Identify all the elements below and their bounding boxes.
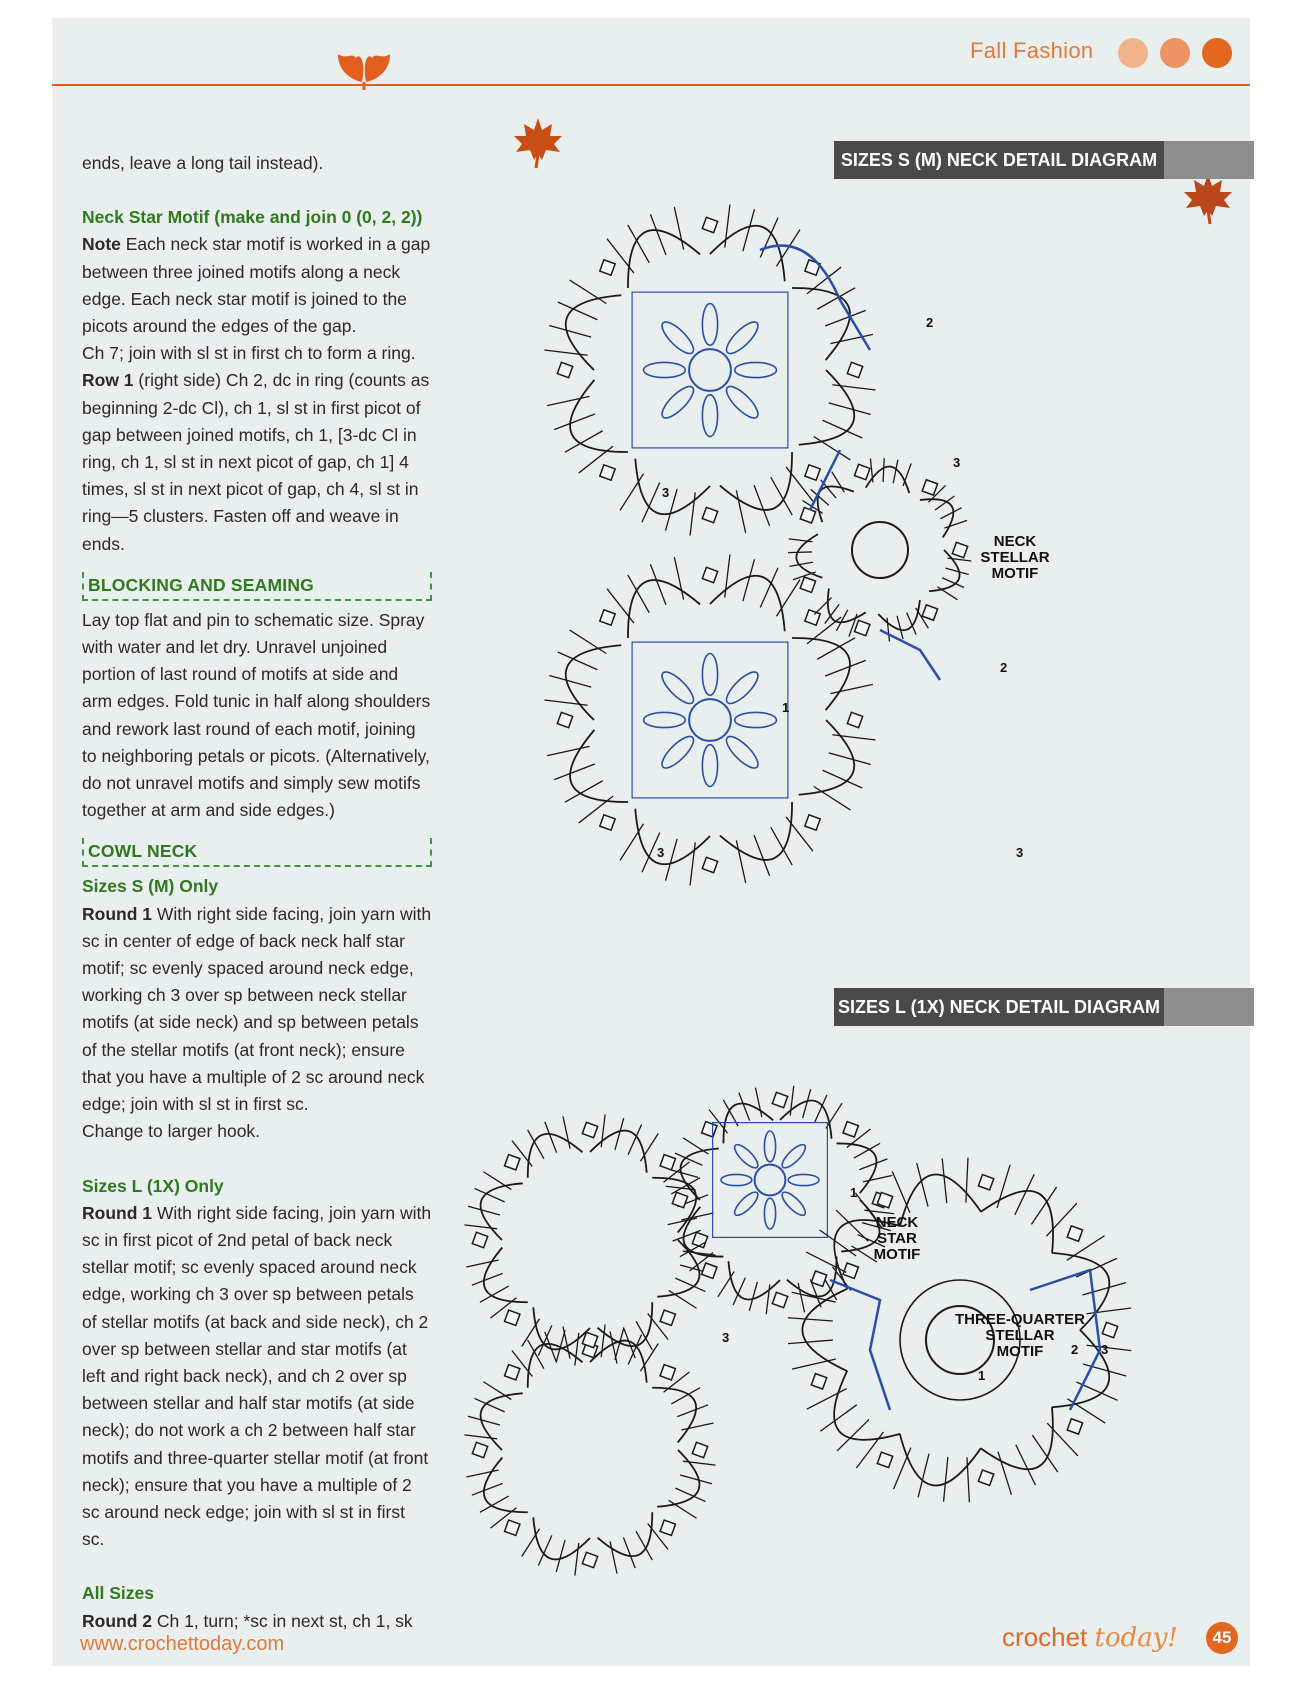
footer-url: www.crochettoday.com bbox=[80, 1633, 285, 1655]
round-label: Round 2 bbox=[82, 1610, 152, 1631]
round-text: With right side facing, join yarn with sc in center of edge of back neck half star motif; sc evenly spaced around neck edge, working ch 3 over sp between neck stellar motifs (at side neck) and sp between petals of the stellar motifs (at front neck); ensure that you have a multiple of 2 sc around neck edge; join with sl st in first sc. bbox=[82, 903, 432, 1115]
header-dot bbox=[1160, 38, 1190, 68]
neck-star-label: NECK STAR MOTIF bbox=[873, 1214, 921, 1263]
diagram1-banner bbox=[834, 141, 1164, 179]
star-motif bbox=[632, 292, 788, 448]
neck-star-motif bbox=[713, 1123, 828, 1238]
stellar-motif-petals bbox=[788, 458, 971, 641]
round-label: Round 1 bbox=[82, 903, 152, 924]
all-sizes-heading: All Sizes bbox=[82, 1583, 154, 1604]
note-label: Note bbox=[82, 234, 121, 255]
footer-brand: crochet today! bbox=[1002, 1622, 1178, 1653]
change-hook-text: Change to larger hook. bbox=[82, 1121, 261, 1142]
star-motif bbox=[632, 642, 788, 798]
round-number: 1 bbox=[978, 1368, 986, 1383]
intro-text: ends, leave a long tail instead). bbox=[82, 153, 324, 173]
diagram2-banner bbox=[834, 988, 1164, 1026]
cowl-heading: COWL NECK bbox=[82, 838, 432, 867]
header-dot bbox=[1118, 38, 1148, 68]
round-number: 2 bbox=[1071, 1342, 1079, 1357]
motif-outer-ring bbox=[464, 1114, 715, 1365]
round-text: With right side facing, join yarn with sc in first picot of 2nd petal of back neck stellar motif; sc evenly spaced around neck edge, working ch 3 over sp between petals of stellar motifs (at back and side neck), ch 2 over sp between stellar and star motifs (at left and right back neck), and ch 2 over sp between stellar and half star motifs (at side neck); do not work a ch 2 between half star motifs and three-quarter stellar motif (at front neck); ensure that you have a multiple of 2 sc around neck edge; join with sl st in first sc. bbox=[82, 1202, 432, 1550]
motif-outer-ring bbox=[666, 1086, 894, 1314]
sizes-sm-round1 bbox=[82, 901, 432, 1119]
sizes-l-round1 bbox=[82, 1200, 432, 1554]
leaf-pair-icon bbox=[332, 42, 396, 92]
diagram1-drawing bbox=[580, 210, 1140, 950]
round-number: 3 bbox=[1101, 1342, 1109, 1357]
header-rule bbox=[52, 84, 1250, 86]
round-number: 3 bbox=[657, 845, 665, 860]
round-number: 2 bbox=[926, 315, 934, 330]
page-number: 45 bbox=[1206, 1622, 1238, 1654]
neck-star-heading: Neck Star Motif (make and join 0 (0, 2, 2)) bbox=[82, 207, 423, 228]
sizes-sm-heading: Sizes S (M) Only bbox=[82, 876, 219, 897]
ch7-text: Ch 7; join with sl st in first ch to form a ring. bbox=[82, 343, 416, 364]
maple-leaf-icon bbox=[510, 114, 566, 170]
header-dot bbox=[1202, 38, 1232, 68]
round-number: 2 bbox=[1000, 660, 1008, 675]
blocking-text: Lay top flat and pin to schematic size. Spray with water and let dry. Unravel unjoined portion of last round of motifs at side and arm edges. Fold tunic in half along shoulders and rework last round of each motif, joining to neighboring petals or picots. (Alternatively, do not unravel motifs and simply sew motifs together at arm and side edges.) bbox=[82, 609, 431, 821]
round-number: 1 bbox=[782, 700, 790, 715]
diagram1-title: SIZES S (M) NECK DETAIL DIAGRAM bbox=[840, 150, 1158, 170]
three-quarter-stellar-label: THREE-QUARTER STELLAR MOTIF bbox=[955, 1311, 1085, 1360]
motif-outer-ring bbox=[464, 1324, 715, 1575]
round-number: 3 bbox=[953, 455, 961, 470]
row1-label: Row 1 bbox=[82, 370, 134, 391]
note-text: Each neck star motif is worked in a gap between three joined motifs along a neck edge. Each neck star motif is joined to the picots around the edges of the gap. bbox=[82, 234, 431, 337]
row1-paragraph bbox=[82, 367, 432, 557]
round-number: 3 bbox=[722, 1330, 730, 1345]
diagram2-drawing bbox=[470, 1050, 1210, 1610]
round-label: Round 1 bbox=[82, 1202, 152, 1223]
round-number: 1 bbox=[850, 1185, 858, 1200]
neck-stellar-label: NECK STELLAR MOTIF bbox=[980, 533, 1050, 582]
section-title: Fall Fashion bbox=[970, 38, 1094, 63]
all-sizes-round2 bbox=[82, 1608, 432, 1635]
neck-star-note bbox=[82, 231, 432, 340]
motif-outer-ring bbox=[544, 554, 875, 885]
round-text: Ch 1, turn; *sc in next st, ch 1, sk bbox=[152, 1610, 413, 1631]
sizes-l-heading: Sizes L (1X) Only bbox=[82, 1175, 224, 1196]
instructions-column bbox=[82, 150, 432, 1635]
blocking-heading: BLOCKING AND SEAMING bbox=[82, 572, 432, 601]
diagram2-title: SIZES L (1X) NECK DETAIL DIAGRAM bbox=[837, 997, 1161, 1017]
round-number: 3 bbox=[1016, 845, 1024, 860]
stellar-ring bbox=[852, 522, 908, 578]
round-number: 3 bbox=[662, 485, 670, 500]
row1-text: (right side) Ch 2, dc in ring (counts as beginning 2-dc Cl), ch 1, sl st in first picot of gap between joined motifs, ch 1, [3-dc Cl in ring, ch 1, sl st in next picot of gap, ch 1] 4 times, sl st in next picot of gap, ch 4, sl st in ring—5 clusters. Fasten off and weave in ends. bbox=[82, 370, 430, 554]
